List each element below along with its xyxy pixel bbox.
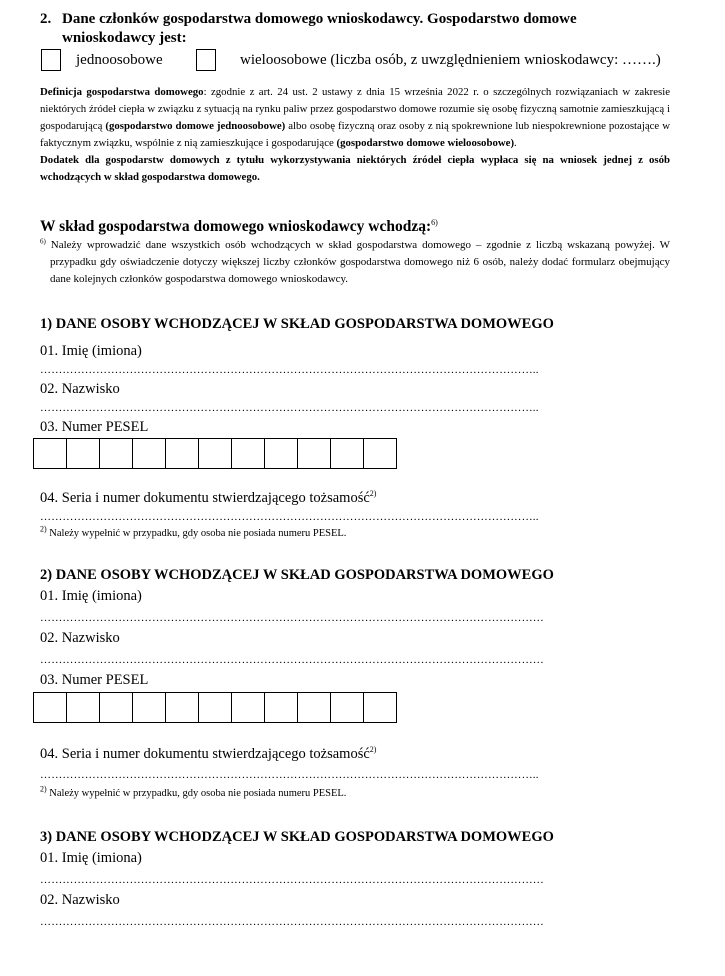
person-1-pesel-label: 03. Numer PESEL xyxy=(40,419,149,435)
definition-text1: : zgodnie z art. 24 ust. 2 ustawy z dnia 15 września 2022 r. o szczególnych rozwiązaniach w zakresie niektórych źródeł ciepła w związku z sytuacją na rynku paliw przez gospodarstwo domowe rozumie się osobę fizyczną samotnie zamieszkującą i gospodarującą xyxy=(40,86,670,132)
pesel-digit-cell[interactable] xyxy=(66,692,100,723)
person-2-last-name-label: 02. Nazwisko xyxy=(40,630,120,646)
person-1-first-name-label: 01. Imię (imiona) xyxy=(40,343,142,359)
section-number: 2. xyxy=(40,11,52,27)
person-1-first-name-field[interactable]: …………………………………………………………………………………………………………………….. xyxy=(40,364,539,376)
person-1-title: 1) DANE OSOBY WCHODZĄCEJ W SKŁAD GOSPODARSTWA DOMOWEGO xyxy=(40,316,554,332)
pesel-digit-cell[interactable] xyxy=(231,692,265,723)
pesel-digit-cell[interactable] xyxy=(198,692,232,723)
document-label-sup: 2) xyxy=(369,745,377,755)
pesel-digit-cell[interactable] xyxy=(363,692,397,723)
pesel-digit-cell[interactable] xyxy=(165,438,199,469)
pesel-digit-cell[interactable] xyxy=(198,438,232,469)
note-6 xyxy=(40,237,670,288)
pesel-digit-cell[interactable] xyxy=(66,438,100,469)
note6-text: Należy wprowadzić dane wszystkich osób wchodzących w skład gospodarstwa domowego – zgodnie z liczbą wskazaną powyżej. W przypadku gdy oświadczenie dotyczy większej liczby członków gospodarstwa domowego niż 6 osób, należy dodać formularz obejmujący dane kolejnych członków gospodarstwa domowego wnioskodawcy. xyxy=(45,239,670,285)
pesel-digit-cell[interactable] xyxy=(99,692,133,723)
single-household-checkbox[interactable] xyxy=(41,49,61,71)
pesel-digit-cell[interactable] xyxy=(132,692,166,723)
person-3-last-name-field[interactable]: ……………………………………………………………………………………………………………………… xyxy=(40,916,544,928)
single-household-label: jednoosobowe xyxy=(76,52,163,68)
definition-text2: albo osobę fizyczną oraz osoby z nią spokrewnione lub niespokrewnione pozostające w faktycznym związku, wspólnie z nią zamieszkujące i gospodarujące xyxy=(40,120,670,149)
person-2-pesel-label: 03. Numer PESEL xyxy=(40,672,149,688)
person-2-first-name-field[interactable]: ……………………………………………………………………………………………………………………… xyxy=(40,612,544,624)
definition-multi: (gospodarstwo domowe wieloosobowe) xyxy=(336,137,515,149)
person-2-last-name-field[interactable]: ……………………………………………………………………………………………………………………… xyxy=(40,654,544,666)
pesel-digit-cell[interactable] xyxy=(165,692,199,723)
document-label-text: 04. Seria i numer dokumentu stwierdzającego tożsamość xyxy=(40,746,370,762)
person-2-document-field[interactable]: …………………………………………………………………………………………………………………….. xyxy=(40,769,539,781)
person-1-document-label xyxy=(40,490,376,507)
person-2-first-name-label: 01. Imię (imiona) xyxy=(40,588,142,604)
footnote-text: Należy wypełnić w przypadku, gdy osoba nie posiada numeru PESEL. xyxy=(46,788,347,799)
person-3-first-name-label: 01. Imię (imiona) xyxy=(40,850,142,866)
pesel-digit-cell[interactable] xyxy=(363,438,397,469)
person-1-last-name-label: 02. Nazwisko xyxy=(40,381,120,397)
members-heading-text: W skład gospodarstwa domowego wnioskodawcy wchodzą: xyxy=(40,218,432,235)
section-title-line2: wnioskodawcy jest: xyxy=(62,30,187,46)
footnote-sup: 2) xyxy=(40,524,47,534)
pesel-digit-cell[interactable] xyxy=(264,692,298,723)
person-2-pesel-grid[interactable] xyxy=(33,692,396,723)
household-definition xyxy=(40,84,670,186)
section-title-line1: Dane członków gospodarstwa domowego wnioskodawcy. Gospodarstwo domowe xyxy=(62,11,577,27)
person-1-pesel-grid[interactable] xyxy=(33,438,396,469)
pesel-digit-cell[interactable] xyxy=(330,438,364,469)
document-label-sup: 2) xyxy=(369,489,377,499)
person-2-footnote xyxy=(40,784,347,799)
person-2-document-label xyxy=(40,746,376,763)
person-3-first-name-field[interactable]: ……………………………………………………………………………………………………………………… xyxy=(40,874,544,886)
person-1-last-name-field[interactable]: …………………………………………………………………………………………………………………….. xyxy=(40,402,539,414)
person-3-title: 3) DANE OSOBY WCHODZĄCEJ W SKŁAD GOSPODARSTWA DOMOWEGO xyxy=(40,829,554,845)
multi-household-checkbox[interactable] xyxy=(196,49,216,71)
pesel-digit-cell[interactable] xyxy=(297,692,331,723)
person-3-last-name-label: 02. Nazwisko xyxy=(40,892,120,908)
person-1-footnote xyxy=(40,524,347,539)
pesel-digit-cell[interactable] xyxy=(330,692,364,723)
definition-single: (gospodarstwo domowe jednoosobowe) xyxy=(105,120,286,132)
pesel-digit-cell[interactable] xyxy=(297,438,331,469)
document-label-text: 04. Seria i numer dokumentu stwierdzającego tożsamość xyxy=(40,490,370,506)
person-2-title: 2) DANE OSOBY WCHODZĄCEJ W SKŁAD GOSPODARSTWA DOMOWEGO xyxy=(40,567,554,583)
pesel-digit-cell[interactable] xyxy=(99,438,133,469)
pesel-digit-cell[interactable] xyxy=(33,438,67,469)
pesel-digit-cell[interactable] xyxy=(231,438,265,469)
person-1-document-field[interactable]: …………………………………………………………………………………………………………………….. xyxy=(40,511,539,523)
definition-bold-note: Dodatek dla gospodarstw domowych z tytułu wykorzystywania niektórych źródeł ciepła wypłaca się na wniosek jednej z osób wchodzących w skład gospodarstwa domowego. xyxy=(40,154,670,183)
pesel-digit-cell[interactable] xyxy=(264,438,298,469)
members-heading xyxy=(40,218,438,236)
definition-term: Definicja gospodarstwa domowego xyxy=(40,86,204,98)
pesel-digit-cell[interactable] xyxy=(132,438,166,469)
definition-text3: . xyxy=(514,137,517,149)
multi-household-label: wieloosobowe (liczba osób, z uwzględnieniem wnioskodawcy: …….) xyxy=(240,52,661,68)
pesel-digit-cell[interactable] xyxy=(33,692,67,723)
section-2-header xyxy=(40,10,680,48)
footnote-sup: 2) xyxy=(40,784,47,794)
footnote-text: Należy wypełnić w przypadku, gdy osoba nie posiada numeru PESEL. xyxy=(46,528,347,539)
members-heading-sup: 6) xyxy=(431,217,438,227)
note6-sup: 6) xyxy=(40,237,46,246)
